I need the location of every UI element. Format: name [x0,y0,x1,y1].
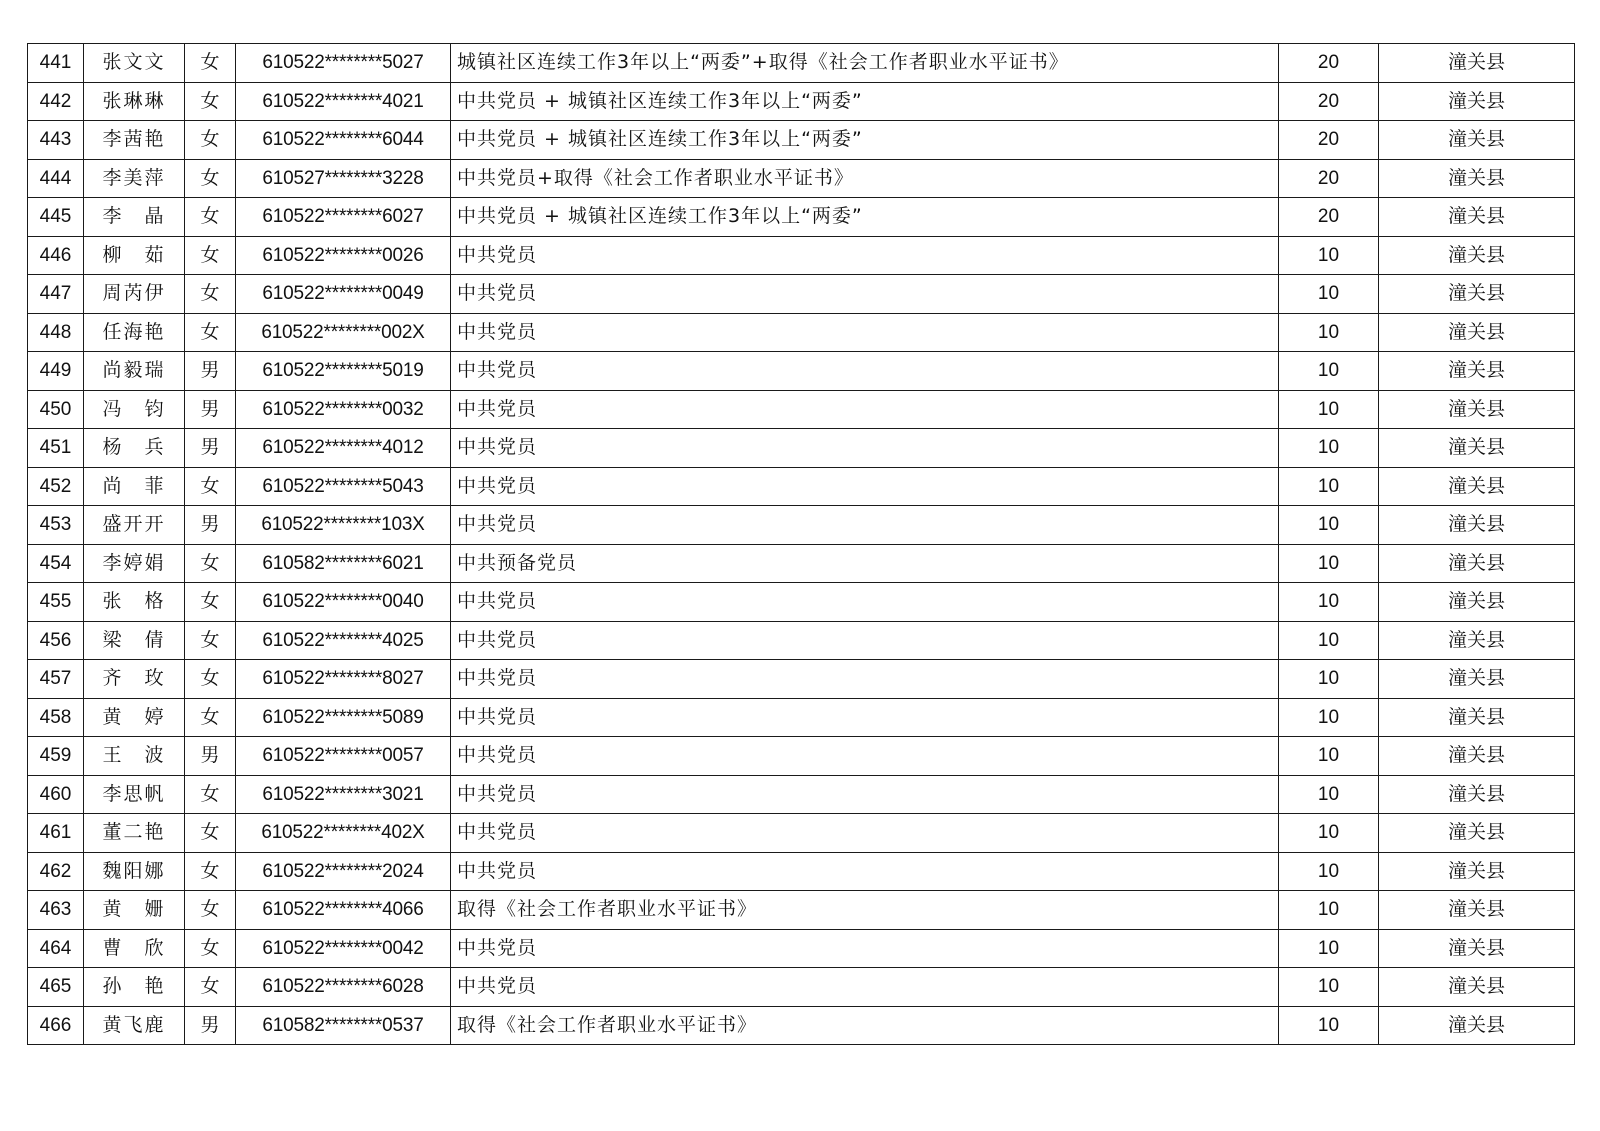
cell-qualification: 取得《社会工作者职业水平证书》 [451,1006,1279,1045]
cell-qualification: 中共党员 + 城镇社区连续工作3年以上“两委” [451,121,1279,160]
cell-name: 李 晶 [84,198,185,237]
cell-qualification: 中共党员 [451,429,1279,468]
cell-county: 潼关县 [1379,275,1575,314]
cell-id-number: 610522********6028 [236,968,451,1007]
cell-gender: 女 [185,82,236,121]
cell-serial-number: 462 [28,852,84,891]
cell-score: 10 [1279,929,1379,968]
cell-serial-number: 456 [28,621,84,660]
cell-county: 潼关县 [1379,698,1575,737]
cell-score: 10 [1279,852,1379,891]
cell-score: 10 [1279,275,1379,314]
cell-score: 10 [1279,621,1379,660]
cell-name: 董二艳 [84,814,185,853]
cell-serial-number: 446 [28,236,84,275]
cell-name: 王 波 [84,737,185,776]
cell-score: 20 [1279,159,1379,198]
cell-gender: 女 [185,852,236,891]
cell-county: 潼关县 [1379,506,1575,545]
cell-name: 李美萍 [84,159,185,198]
cell-gender: 女 [185,775,236,814]
cell-gender: 男 [185,352,236,391]
cell-county: 潼关县 [1379,236,1575,275]
table-row [28,429,1575,468]
table-row [28,775,1575,814]
cell-gender: 男 [185,737,236,776]
table-row [28,621,1575,660]
cell-qualification: 中共党员 [451,352,1279,391]
roster-table [27,43,1575,1045]
cell-name: 齐 玫 [84,660,185,699]
cell-score: 10 [1279,698,1379,737]
cell-id-number: 610582********6021 [236,544,451,583]
cell-id-number: 610522********002X [236,313,451,352]
cell-id-number: 610522********5043 [236,467,451,506]
cell-serial-number: 451 [28,429,84,468]
cell-score: 20 [1279,82,1379,121]
cell-score: 10 [1279,583,1379,622]
cell-qualification: 中共党员 [451,814,1279,853]
cell-id-number: 610522********4012 [236,429,451,468]
cell-serial-number: 458 [28,698,84,737]
cell-county: 潼关县 [1379,621,1575,660]
cell-name: 任海艳 [84,313,185,352]
cell-gender: 女 [185,929,236,968]
cell-score: 10 [1279,390,1379,429]
table-row [28,583,1575,622]
cell-gender: 男 [185,506,236,545]
cell-score: 10 [1279,775,1379,814]
cell-county: 潼关县 [1379,737,1575,776]
cell-county: 潼关县 [1379,775,1575,814]
cell-id-number: 610522********5027 [236,44,451,83]
cell-name: 梁 倩 [84,621,185,660]
cell-county: 潼关县 [1379,929,1575,968]
cell-name: 尚毅瑞 [84,352,185,391]
cell-id-number: 610522********0042 [236,929,451,968]
cell-gender: 男 [185,390,236,429]
cell-id-number: 610522********5019 [236,352,451,391]
cell-name: 杨 兵 [84,429,185,468]
cell-gender: 女 [185,814,236,853]
cell-qualification: 中共党员 [451,583,1279,622]
cell-gender: 女 [185,275,236,314]
cell-gender: 女 [185,891,236,930]
cell-qualification: 中共党员+取得《社会工作者职业水平证书》 [451,159,1279,198]
cell-county: 潼关县 [1379,82,1575,121]
table-row [28,968,1575,1007]
cell-name: 张文文 [84,44,185,83]
cell-score: 10 [1279,544,1379,583]
cell-serial-number: 463 [28,891,84,930]
cell-qualification: 中共党员 [451,968,1279,1007]
table-row [28,352,1575,391]
cell-name: 冯 钧 [84,390,185,429]
cell-name: 周芮伊 [84,275,185,314]
cell-qualification: 中共党员 + 城镇社区连续工作3年以上“两委” [451,198,1279,237]
cell-county: 潼关县 [1379,1006,1575,1045]
cell-score: 20 [1279,44,1379,83]
cell-qualification: 中共党员 + 城镇社区连续工作3年以上“两委” [451,82,1279,121]
table-row [28,506,1575,545]
cell-id-number: 610522********5089 [236,698,451,737]
cell-id-number: 610522********4025 [236,621,451,660]
cell-name: 李婷娟 [84,544,185,583]
cell-qualification: 中共党员 [451,775,1279,814]
cell-qualification: 中共党员 [451,621,1279,660]
cell-serial-number: 443 [28,121,84,160]
cell-name: 盛开开 [84,506,185,545]
cell-county: 潼关县 [1379,852,1575,891]
table-row [28,852,1575,891]
cell-name: 曹 欣 [84,929,185,968]
cell-qualification: 中共党员 [451,698,1279,737]
cell-id-number: 610527********3228 [236,159,451,198]
cell-serial-number: 442 [28,82,84,121]
cell-name: 李茜艳 [84,121,185,160]
cell-county: 潼关县 [1379,198,1575,237]
cell-county: 潼关县 [1379,352,1575,391]
cell-id-number: 610522********4066 [236,891,451,930]
table-row [28,737,1575,776]
cell-county: 潼关县 [1379,583,1575,622]
table-row [28,891,1575,930]
cell-county: 潼关县 [1379,660,1575,699]
table-row [28,544,1575,583]
cell-serial-number: 450 [28,390,84,429]
cell-gender: 女 [185,313,236,352]
cell-id-number: 610522********0049 [236,275,451,314]
table-row [28,929,1575,968]
cell-name: 李思帆 [84,775,185,814]
cell-gender: 女 [185,698,236,737]
table-row [28,390,1575,429]
cell-name: 尚 菲 [84,467,185,506]
table-row [28,467,1575,506]
table-row [28,814,1575,853]
cell-serial-number: 460 [28,775,84,814]
cell-county: 潼关县 [1379,814,1575,853]
cell-qualification: 中共党员 [451,313,1279,352]
cell-serial-number: 454 [28,544,84,583]
table-row [28,1006,1575,1045]
table-row [28,198,1575,237]
cell-id-number: 610522********402X [236,814,451,853]
cell-county: 潼关县 [1379,313,1575,352]
cell-id-number: 610522********0040 [236,583,451,622]
cell-county: 潼关县 [1379,159,1575,198]
cell-gender: 男 [185,1006,236,1045]
table-row [28,121,1575,160]
cell-serial-number: 447 [28,275,84,314]
cell-id-number: 610522********2024 [236,852,451,891]
cell-qualification: 中共党员 [451,737,1279,776]
cell-county: 潼关县 [1379,544,1575,583]
cell-score: 10 [1279,891,1379,930]
cell-score: 10 [1279,313,1379,352]
table-row [28,698,1575,737]
cell-serial-number: 464 [28,929,84,968]
cell-id-number: 610522********0026 [236,236,451,275]
cell-qualification: 城镇社区连续工作3年以上“两委”+取得《社会工作者职业水平证书》 [451,44,1279,83]
cell-id-number: 610522********6027 [236,198,451,237]
cell-score: 10 [1279,814,1379,853]
cell-qualification: 中共党员 [451,929,1279,968]
cell-id-number: 610522********103X [236,506,451,545]
cell-score: 10 [1279,968,1379,1007]
cell-id-number: 610522********3021 [236,775,451,814]
table-row [28,236,1575,275]
table-row [28,313,1575,352]
table-row [28,660,1575,699]
cell-score: 10 [1279,236,1379,275]
table-row [28,275,1575,314]
cell-name: 孙 艳 [84,968,185,1007]
cell-name: 黄 婷 [84,698,185,737]
cell-county: 潼关县 [1379,429,1575,468]
cell-serial-number: 465 [28,968,84,1007]
cell-serial-number: 459 [28,737,84,776]
cell-county: 潼关县 [1379,390,1575,429]
cell-gender: 女 [185,968,236,1007]
cell-score: 20 [1279,198,1379,237]
cell-id-number: 610522********4021 [236,82,451,121]
cell-serial-number: 453 [28,506,84,545]
cell-score: 10 [1279,506,1379,545]
cell-gender: 女 [185,544,236,583]
cell-score: 20 [1279,121,1379,160]
cell-serial-number: 445 [28,198,84,237]
cell-qualification: 取得《社会工作者职业水平证书》 [451,891,1279,930]
cell-id-number: 610582********0537 [236,1006,451,1045]
table-row [28,159,1575,198]
table-row [28,82,1575,121]
cell-county: 潼关县 [1379,121,1575,160]
cell-id-number: 610522********0057 [236,737,451,776]
cell-gender: 女 [185,159,236,198]
cell-serial-number: 444 [28,159,84,198]
cell-id-number: 610522********6044 [236,121,451,160]
cell-serial-number: 457 [28,660,84,699]
cell-id-number: 610522********8027 [236,660,451,699]
cell-id-number: 610522********0032 [236,390,451,429]
cell-name: 黄飞鹿 [84,1006,185,1045]
cell-name: 张 格 [84,583,185,622]
cell-qualification: 中共党员 [451,506,1279,545]
cell-serial-number: 449 [28,352,84,391]
cell-qualification: 中共党员 [451,275,1279,314]
cell-name: 黄 姗 [84,891,185,930]
cell-score: 10 [1279,737,1379,776]
cell-serial-number: 461 [28,814,84,853]
cell-serial-number: 441 [28,44,84,83]
cell-gender: 女 [185,467,236,506]
cell-qualification: 中共党员 [451,467,1279,506]
cell-serial-number: 455 [28,583,84,622]
cell-qualification: 中共预备党员 [451,544,1279,583]
cell-county: 潼关县 [1379,44,1575,83]
cell-gender: 女 [185,660,236,699]
cell-score: 10 [1279,352,1379,391]
cell-serial-number: 448 [28,313,84,352]
cell-name: 柳 茹 [84,236,185,275]
cell-score: 10 [1279,660,1379,699]
cell-qualification: 中共党员 [451,390,1279,429]
cell-serial-number: 466 [28,1006,84,1045]
cell-score: 10 [1279,1006,1379,1045]
cell-gender: 女 [185,621,236,660]
cell-serial-number: 452 [28,467,84,506]
cell-gender: 女 [185,583,236,622]
table-row [28,44,1575,83]
cell-gender: 女 [185,198,236,237]
cell-county: 潼关县 [1379,467,1575,506]
cell-gender: 女 [185,121,236,160]
table-body [28,44,1575,1045]
cell-county: 潼关县 [1379,891,1575,930]
cell-county: 潼关县 [1379,968,1575,1007]
cell-name: 魏阳娜 [84,852,185,891]
cell-score: 10 [1279,429,1379,468]
cell-gender: 女 [185,236,236,275]
cell-qualification: 中共党员 [451,236,1279,275]
cell-qualification: 中共党员 [451,660,1279,699]
cell-qualification: 中共党员 [451,852,1279,891]
cell-name: 张琳琳 [84,82,185,121]
cell-gender: 女 [185,44,236,83]
cell-gender: 男 [185,429,236,468]
cell-score: 10 [1279,467,1379,506]
